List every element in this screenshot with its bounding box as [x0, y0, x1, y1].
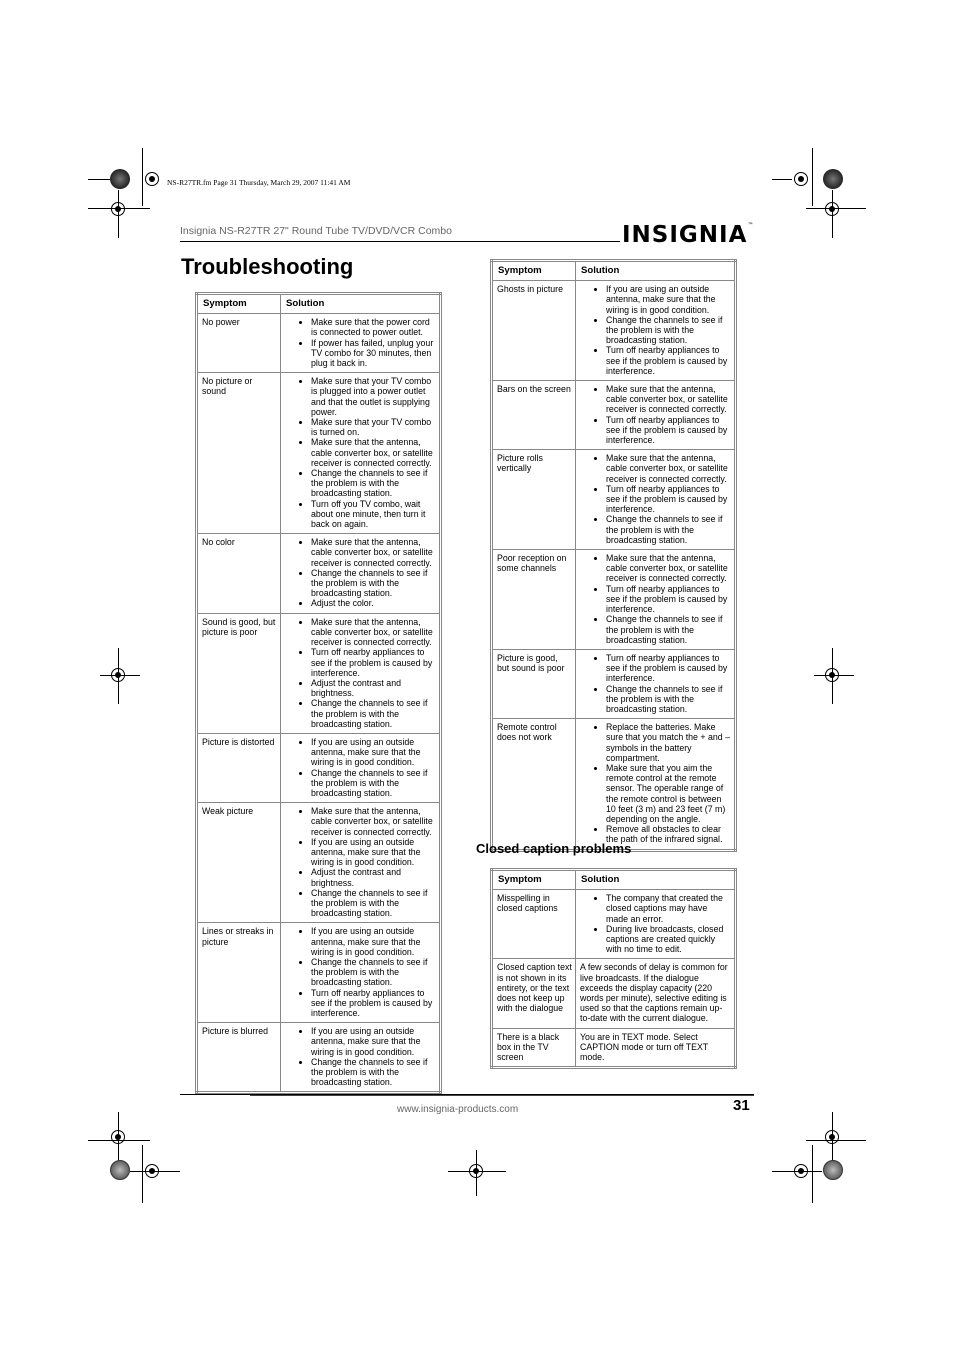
symptom-cell: Bars on the screen	[492, 381, 576, 450]
column-header-solution: Solution	[576, 870, 736, 890]
solution-item: • Make sure that the antenna, cable converter box, or satellite receiver is connected correctly.	[606, 453, 731, 484]
solution-item: • Change the channels to see if the problem is with the broadcasting station.	[311, 568, 436, 599]
symptom-cell: Misspelling in closed captions	[492, 890, 576, 959]
crop-mark	[448, 1171, 506, 1172]
column-header-symptom: Symptom	[492, 261, 576, 281]
solution-list	[285, 1026, 436, 1087]
table-row	[492, 450, 736, 550]
solution-item: • Turn off nearby appliances to see if the problem is caused by interference.	[311, 647, 436, 678]
table-header-row	[492, 870, 736, 890]
color-dot-icon	[823, 1160, 843, 1180]
solution-item: • Change the channels to see if the problem is with the broadcasting station.	[311, 957, 436, 988]
solution-item: • Change the channels to see if the problem is with the broadcasting station.	[606, 514, 731, 545]
crop-mark	[832, 190, 833, 238]
table-header-row	[492, 261, 736, 281]
solution-list	[580, 553, 731, 645]
solution-cell	[281, 534, 441, 613]
crop-mark	[142, 148, 143, 206]
table-row	[492, 890, 736, 959]
table-row	[197, 373, 441, 534]
crop-mark	[814, 675, 854, 676]
symptom-cell: No power	[197, 314, 281, 373]
crop-mark	[100, 675, 140, 676]
file-slug: NS-R27TR.fm Page 31 Thursday, March 29, 2007 11:41 AM	[167, 178, 351, 187]
solution-item: • If power has failed, unplug your TV combo for 30 minutes, then plug it back in.	[311, 338, 436, 369]
symptom-cell: Picture is good, but sound is poor	[492, 649, 576, 718]
solution-item: • During live broadcasts, closed captions are created quickly with no time to edit.	[606, 924, 731, 955]
solution-item: • Turn off nearby appliances to see if the problem is caused by interference.	[311, 988, 436, 1019]
table-row	[492, 719, 736, 850]
table-row	[197, 733, 441, 802]
solution-item: • Make sure that the antenna, cable converter box, or satellite receiver is connected correctly.	[311, 537, 436, 568]
solution-item: • Adjust the color.	[311, 598, 436, 608]
symptom-cell: Ghosts in picture	[492, 281, 576, 381]
solution-list	[580, 893, 731, 954]
crop-mark	[142, 1145, 143, 1203]
solution-item: • Change the channels to see if the problem is with the broadcasting station.	[606, 684, 731, 715]
solution-cell	[281, 733, 441, 802]
solution-item: • Adjust the contrast and brightness.	[311, 867, 436, 887]
solution-cell	[281, 803, 441, 923]
crop-mark	[832, 1112, 833, 1160]
solution-cell	[576, 890, 736, 959]
solution-item: • Turn off nearby appliances to see if the problem is caused by interference.	[606, 415, 731, 446]
solution-item: • Make sure that the antenna, cable converter box, or satellite receiver is connected correctly.	[606, 553, 731, 584]
solution-list	[580, 284, 731, 376]
solution-item: • Change the channels to see if the problem is with the broadcasting station.	[311, 468, 436, 499]
solution-item: • Turn off nearby appliances to see if the problem is caused by interference.	[606, 484, 731, 515]
page-number: 31	[733, 1097, 750, 1114]
solution-item: • Change the channels to see if the problem is with the broadcasting station.	[311, 768, 436, 799]
table-row	[197, 534, 441, 613]
solution-item: • Make sure that the antenna, cable converter box, or satellite receiver is connected correctly.	[311, 806, 436, 837]
symptom-cell: Remote control does not work	[492, 719, 576, 850]
solution-item: • Change the channels to see if the problem is with the broadcasting station.	[311, 698, 436, 729]
table-row	[197, 314, 441, 373]
solution-item: • Turn off nearby appliances to see if the problem is caused by interference.	[606, 584, 731, 615]
symptom-cell: Closed caption text is not shown in its entirety, or the text does not keep up with the dialogue	[492, 959, 576, 1028]
solution-item: • If you are using an outside antenna, make sure that the wiring is in good condition.	[311, 737, 436, 768]
crop-mark	[118, 1112, 119, 1160]
solution-cell	[576, 719, 736, 850]
solution-cell: A few seconds of delay is common for live broadcasts. If the dialogue exceeds the display capacity (220 words per minute), selective editing is used so that the captions remain up-to-date with the current dialogue.	[576, 959, 736, 1028]
solution-item: • If you are using an outside antenna, make sure that the wiring is in good condition.	[311, 926, 436, 957]
solution-cell	[576, 649, 736, 718]
solution-cell: You are in TEXT mode. Select CAPTION mode or turn off TEXT mode.	[576, 1028, 736, 1068]
solution-list	[285, 617, 436, 729]
solution-list	[285, 317, 436, 368]
solution-item: • Make sure that the antenna, cable converter box, or satellite receiver is connected correctly.	[606, 384, 731, 415]
page-title: Troubleshooting	[181, 254, 354, 279]
crop-mark	[812, 1145, 813, 1203]
crop-mark	[772, 179, 792, 180]
solution-cell	[281, 314, 441, 373]
trademark-symbol: ™	[747, 222, 755, 229]
table-row	[492, 959, 736, 1028]
solution-item: • If you are using an outside antenna, make sure that the wiring is in good condition.	[606, 284, 731, 315]
column-header-solution: Solution	[576, 261, 736, 281]
solution-list	[285, 806, 436, 918]
solution-item: • Make sure that your TV combo is plugged into a power outlet and that the outlet is supplying power.	[311, 376, 436, 417]
solution-item: • The company that created the closed captions may have made an error.	[606, 893, 731, 924]
symptom-cell: Sound is good, but picture is poor	[197, 613, 281, 733]
solution-item: • Make sure that the antenna, cable converter box, or satellite receiver is connected correctly.	[311, 617, 436, 648]
solution-list	[285, 926, 436, 1018]
table-row	[197, 923, 441, 1023]
table-row	[197, 803, 441, 923]
solution-list	[580, 384, 731, 445]
logo-text: INSIGNIA	[622, 222, 748, 248]
table-header-row	[197, 294, 441, 314]
solution-list	[285, 737, 436, 798]
solution-cell	[576, 550, 736, 650]
column-header-symptom: Symptom	[197, 294, 281, 314]
crop-mark	[476, 1150, 477, 1196]
header-rule	[180, 241, 620, 242]
solution-item: • Replace the batteries. Make sure that you match the + and – symbols in the battery compartment.	[606, 722, 731, 763]
insignia-logo	[622, 222, 754, 248]
symptom-cell: No picture or sound	[197, 373, 281, 534]
symptom-cell: Picture is blurred	[197, 1023, 281, 1093]
solution-cell	[281, 373, 441, 534]
solution-item: • Change the channels to see if the problem is with the broadcasting station.	[311, 1057, 436, 1088]
crop-mark	[118, 190, 119, 238]
table-row	[492, 550, 736, 650]
table-row	[197, 1023, 441, 1093]
troubleshooting-table-left	[195, 292, 442, 1094]
crop-mark	[118, 648, 119, 704]
solution-item: • Make sure that you aim the remote control at the remote sensor. The operable range of the remote control is between 10 feet (3 m) and 23 feet (7 m) depending on the angle.	[606, 763, 731, 824]
solution-item: • Turn off nearby appliances to see if the problem is caused by interference.	[606, 653, 731, 684]
solution-item: • Remove all obstacles to clear the path of the infrared signal.	[606, 824, 731, 844]
solution-list	[580, 653, 731, 714]
symptom-cell: Lines or streaks in picture	[197, 923, 281, 1023]
table-row	[492, 1028, 736, 1068]
solution-list	[580, 453, 731, 545]
color-dot-icon	[110, 169, 130, 189]
footer-url: www.insignia-products.com	[397, 1104, 519, 1115]
header-title: Insignia NS-R27TR 27" Round Tube TV/DVD/VCR Combo	[180, 225, 452, 237]
solution-item: • Change the channels to see if the problem is with the broadcasting station.	[311, 888, 436, 919]
registration-mark-icon	[145, 172, 159, 186]
table-row	[492, 649, 736, 718]
crop-mark	[130, 1171, 180, 1172]
solution-item: • Make sure that the power cord is connected to power outlet.	[311, 317, 436, 337]
solution-item: • Adjust the contrast and brightness.	[311, 678, 436, 698]
solution-cell	[281, 923, 441, 1023]
symptom-cell: Picture rolls vertically	[492, 450, 576, 550]
solution-item: • Make sure that your TV combo is turned on.	[311, 417, 436, 437]
solution-item: • Change the channels to see if the problem is with the broadcasting station.	[606, 315, 731, 346]
color-dot-icon	[823, 169, 843, 189]
crop-mark	[772, 1171, 822, 1172]
symptom-cell: Weak picture	[197, 803, 281, 923]
solution-item: • If you are using an outside antenna, make sure that the wiring is in good condition.	[311, 837, 436, 868]
solution-item: • Make sure that the antenna, cable converter box, or satellite receiver is connected correctly.	[311, 437, 436, 468]
symptom-cell: No color	[197, 534, 281, 613]
color-dot-icon	[110, 1160, 130, 1180]
closed-caption-table	[490, 868, 737, 1069]
table-row	[197, 613, 441, 733]
column-header-symptom: Symptom	[492, 870, 576, 890]
solution-item: • Turn off nearby appliances to see if the problem is caused by interference.	[606, 345, 731, 376]
solution-cell	[576, 281, 736, 381]
crop-mark	[832, 648, 833, 704]
solution-list	[580, 722, 731, 844]
solution-list	[285, 537, 436, 608]
solution-cell	[576, 450, 736, 550]
solution-cell	[281, 1023, 441, 1093]
solution-cell	[576, 381, 736, 450]
column-header-solution: Solution	[281, 294, 441, 314]
crop-mark	[812, 148, 813, 206]
troubleshooting-table-right	[490, 259, 737, 852]
solution-item: • Change the channels to see if the problem is with the broadcasting station.	[606, 614, 731, 645]
symptom-cell: Poor reception on some channels	[492, 550, 576, 650]
footer-rule-thick	[250, 1095, 754, 1096]
registration-mark-icon	[794, 172, 808, 186]
solution-item: • If you are using an outside antenna, make sure that the wiring is in good condition.	[311, 1026, 436, 1057]
symptom-cell: There is a black box in the TV screen	[492, 1028, 576, 1068]
solution-cell	[281, 613, 441, 733]
solution-item: • Turn off you TV combo, wait about one minute, then turn it back on again.	[311, 499, 436, 530]
table-row	[492, 381, 736, 450]
section-heading-closed-caption: Closed caption problems	[476, 841, 632, 856]
symptom-cell: Picture is distorted	[197, 733, 281, 802]
table-row	[492, 281, 736, 381]
solution-list	[285, 376, 436, 529]
